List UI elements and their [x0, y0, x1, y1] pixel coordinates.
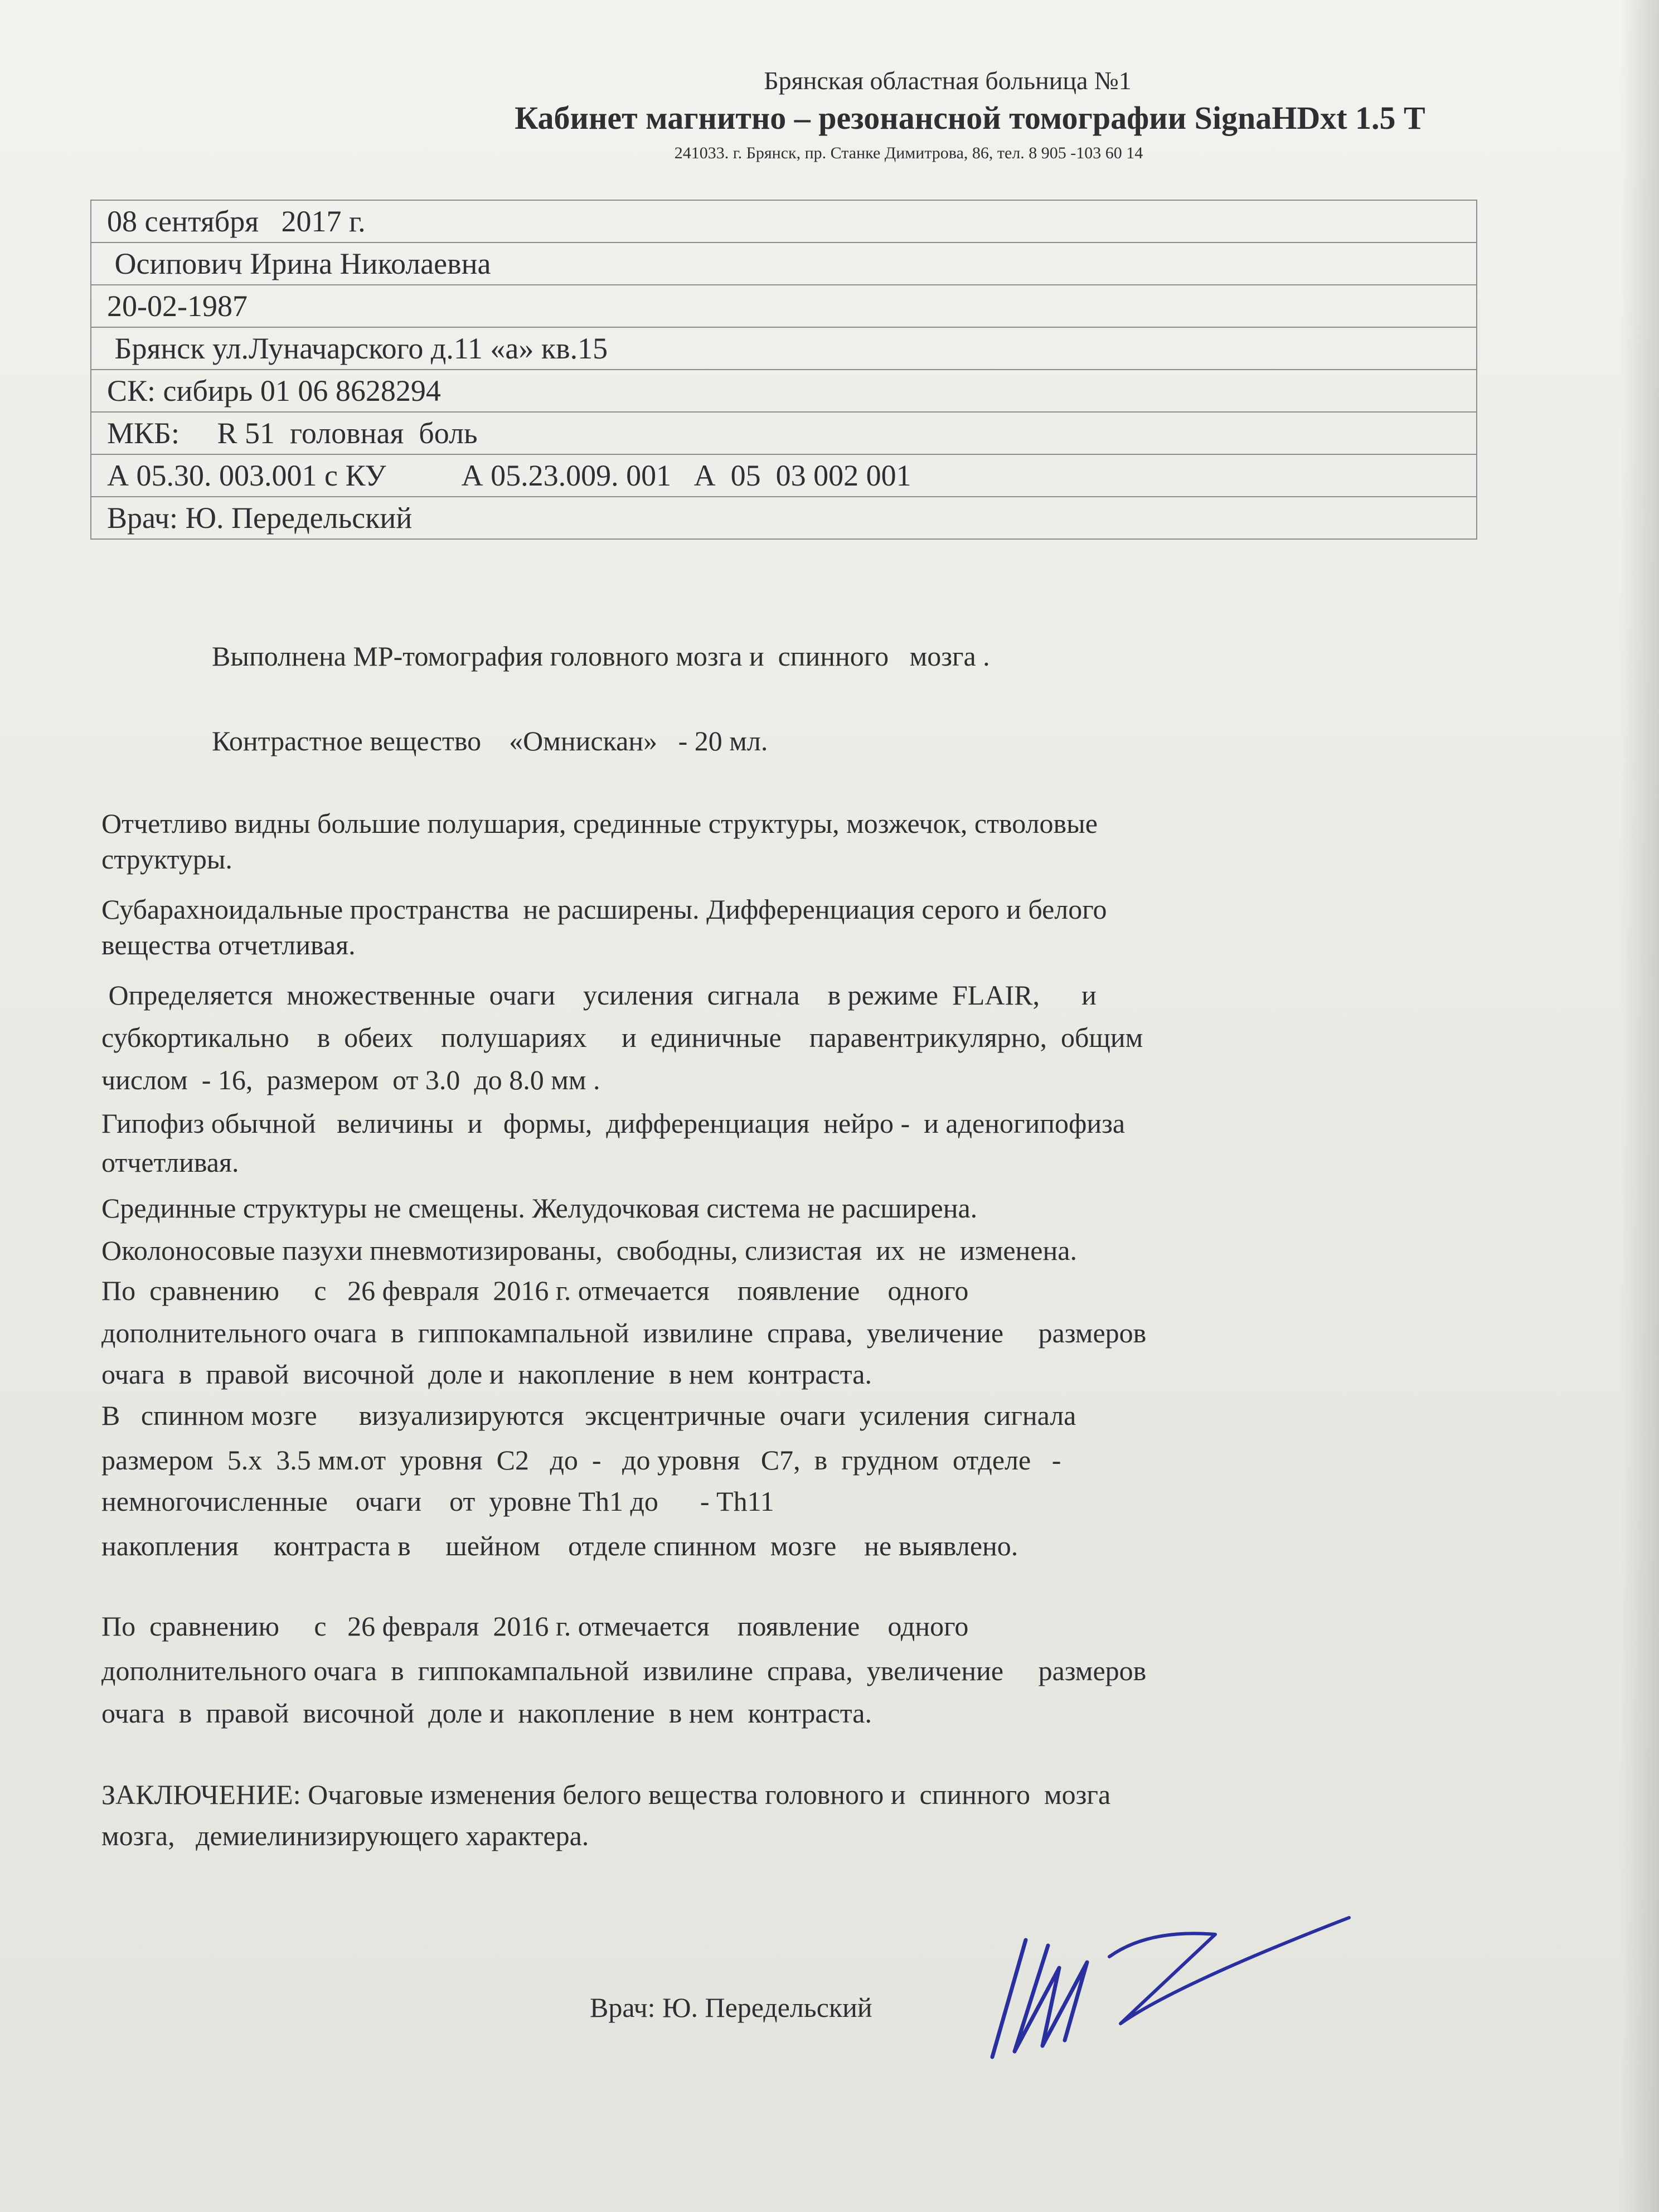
report-line: немногочисленные очаги от уровне Th1 до - Th11: [101, 1486, 774, 1517]
report-line: отчетливая.: [101, 1147, 239, 1178]
report-line: структуры.: [101, 843, 232, 875]
conclusion-line: мозга, демиелинизирующего характера.: [101, 1820, 589, 1851]
conclusion-line: ЗАКЛЮЧЕНИЕ: Очаговые изменения белого вещества головного и спинного мозга: [101, 1779, 1111, 1810]
report-line: размером 5.х 3.5 мм.от уровня С2 до - до уровня С7, в грудном отделе -: [101, 1444, 1061, 1476]
report-line: вещества отчетливая.: [101, 929, 356, 961]
report-line: В спинном мозге визуализируются эксцентричные очаги усиления сигнала: [101, 1400, 1076, 1431]
table-doctor: Врач: Ю. Передельский: [91, 497, 1477, 539]
signature-label: Врач: Ю. Передельский: [590, 1992, 872, 2023]
icd-code: МКБ: R 51 головная боль: [91, 412, 1477, 454]
report-line: накопления контраста в шейном отделе спинном мозге не выявлено.: [101, 1530, 1018, 1561]
report-line: Определяется множественные очаги усиления сигнала в режиме FLAIR, и: [101, 979, 1097, 1011]
comparison-line: дополнительного очага в гиппокампальной извилине справа, увеличение размеров: [101, 1655, 1147, 1686]
patient-info-table: [90, 200, 1477, 540]
report-line: Субарахноидальные пространства не расширены. Дифференциация серого и белого: [101, 894, 1107, 925]
comparison-line: По сравнению с 26 февраля 2016 г. отмечается появление одного: [101, 1611, 969, 1642]
report-line: Отчетливо видны большие полушария, срединные структуры, мозжечок, стволовые: [101, 808, 1098, 839]
hospital-name: Брянская областная больница №1: [764, 66, 1132, 95]
insurance-number: СК: сибирь 01 06 8628294: [91, 370, 1477, 412]
report-line: очага в правой височной доле и накопление в нем контраста.: [101, 1359, 872, 1390]
report-line: Околоносовые пазухи пневмотизированы, свободны, слизистая их не изменена.: [101, 1235, 1077, 1266]
patient-name: Осипович Ирина Николаевна: [91, 242, 1477, 285]
patient-address: Брянск ул.Луначарского д.11 «а» кв.15: [91, 327, 1477, 370]
procedure-line: Выполнена МР-томография головного мозга и спинного мозга .: [212, 641, 990, 672]
exam-date: 08 сентября 2017 г.: [91, 200, 1477, 242]
handwritten-signature: [981, 1907, 1371, 2074]
report-line: дополнительного очага в гиппокампальной извилине справа, увеличение размеров: [101, 1317, 1147, 1348]
clinic-address: 241033. г. Брянск, пр. Станке Димитрова, 86, тел. 8 905 -103 60 14: [674, 144, 1143, 162]
page-edge-shadow: [1620, 0, 1659, 2212]
contrast-line: Контрастное вещество «Омнискан» - 20 мл.: [212, 725, 768, 756]
service-codes: А 05.30. 003.001 с КУ А 05.23.009. 001 А 05 03 002 001: [91, 454, 1477, 497]
report-line: Срединные структуры не смещены. Желудочковая система не расширена.: [101, 1192, 978, 1224]
report-line: числом - 16, размером от 3.0 до 8.0 мм .: [101, 1064, 600, 1095]
report-line: субкортикально в обеих полушариях и единичные паравентрикулярно, общим: [101, 1022, 1143, 1053]
report-line: Гипофиз обычной величины и формы, дифференциация нейро - и аденогипофиза: [101, 1108, 1126, 1139]
comparison-line: очага в правой височной доле и накопление в нем контраста.: [101, 1697, 872, 1729]
report-line: По сравнению с 26 февраля 2016 г. отмечается появление одного: [101, 1275, 969, 1306]
patient-birthdate: 20-02-1987: [91, 285, 1477, 327]
cabinet-title: Кабинет магнитно – резонансной томографии SignaHDxt 1.5 Т: [515, 100, 1425, 136]
